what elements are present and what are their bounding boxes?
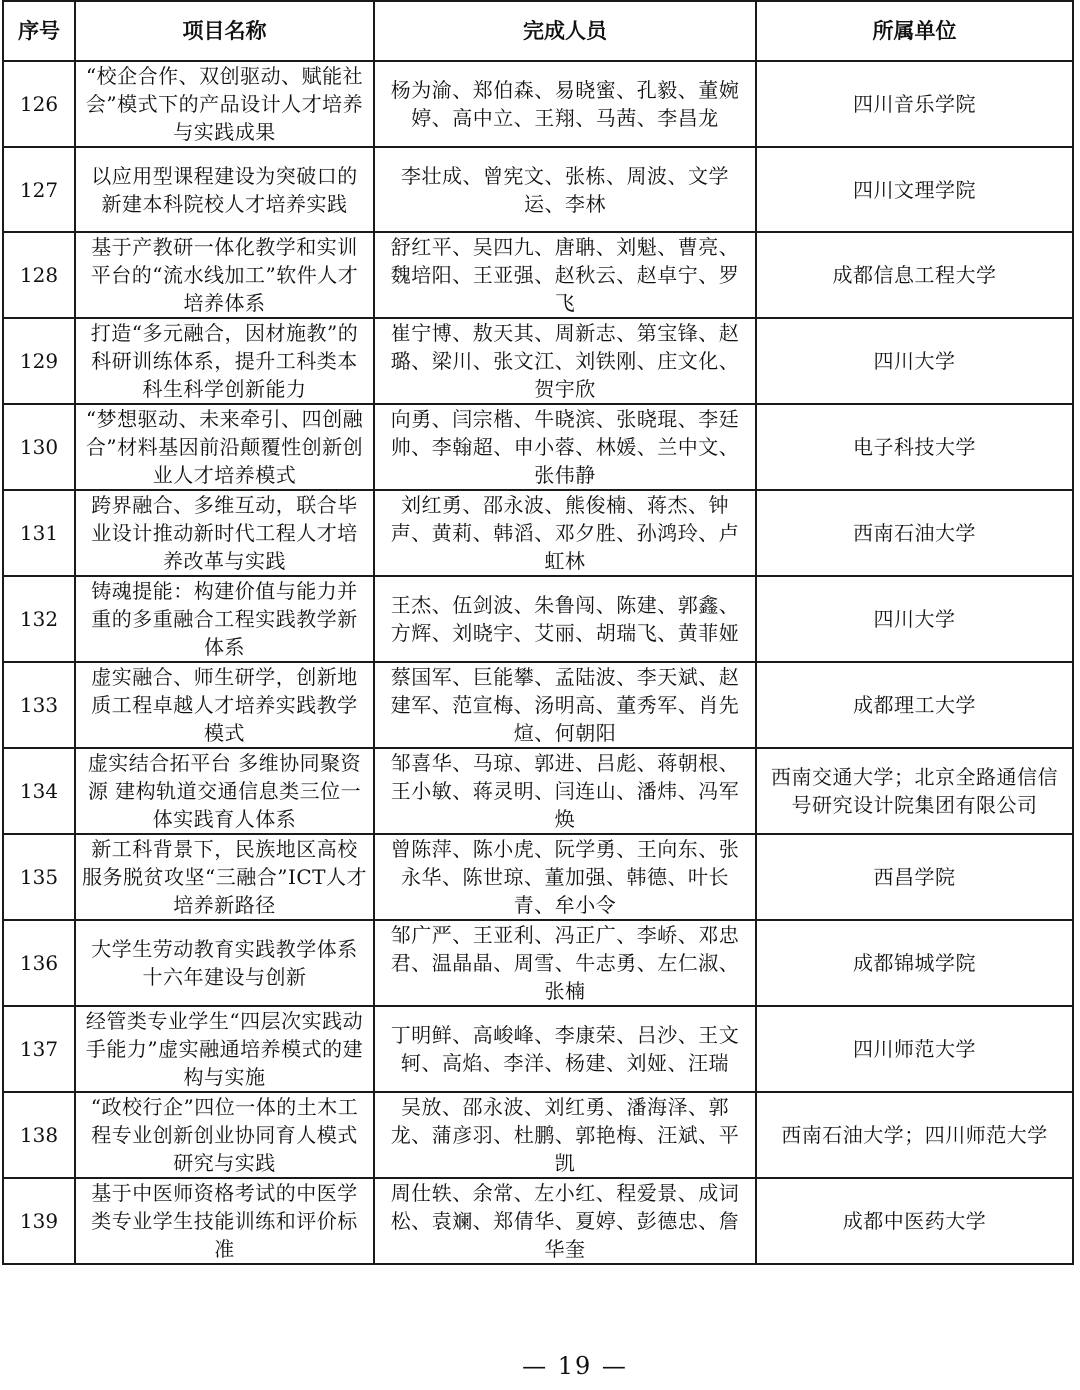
table-row (3, 920, 1073, 1006)
row-number: 130 (3, 404, 75, 490)
project-unit: 四川文理学院 (756, 147, 1073, 232)
project-members: 吴放、邵永波、刘红勇、潘海泽、郭龙、蒲彦羽、杜鹏、郭艳梅、汪斌、平凯 (374, 1092, 756, 1178)
project-unit: 成都理工大学 (756, 662, 1073, 748)
header-project-name: 项目名称 (75, 1, 374, 61)
project-unit: 四川音乐学院 (756, 61, 1073, 147)
project-unit: 成都锦城学院 (756, 920, 1073, 1006)
table-row (3, 318, 1073, 404)
table-row (3, 748, 1073, 834)
project-unit: 电子科技大学 (756, 404, 1073, 490)
project-members: 王杰、伍剑波、朱鲁闯、陈建、郭鑫、方辉、刘晓宇、艾丽、胡瑞飞、黄菲娅 (374, 576, 756, 662)
row-number: 133 (3, 662, 75, 748)
table-row (3, 1092, 1073, 1178)
project-name: 虚实融合、师生研学，创新地质工程卓越人才培养实践教学模式 (75, 662, 374, 748)
project-name: 跨界融合、多维互动，联合毕业设计推动新时代工程人才培养改革与实践 (75, 490, 374, 576)
project-members: 丁明鲜、高峻峰、李康荣、吕沙、王文轲、高焰、李洋、杨建、刘娅、汪瑞 (374, 1006, 756, 1092)
header-unit: 所属单位 (756, 1, 1073, 61)
row-number: 135 (3, 834, 75, 920)
header-number: 序号 (3, 1, 75, 61)
table-row (3, 1178, 1073, 1264)
project-name: 经管类专业学生“四层次实践动手能力”虚实融通培养模式的建构与实施 (75, 1006, 374, 1092)
project-unit: 成都中医药大学 (756, 1178, 1073, 1264)
project-members: 杨为渝、郑伯森、易晓蜜、孔毅、董婉婷、高中立、王翔、马茜、李昌龙 (374, 61, 756, 147)
row-number: 126 (3, 61, 75, 147)
project-unit: 西昌学院 (756, 834, 1073, 920)
project-unit: 四川大学 (756, 318, 1073, 404)
row-number: 131 (3, 490, 75, 576)
row-number: 127 (3, 147, 75, 232)
project-name: 虚实结合拓平台 多维协同聚资源 建构轨道交通信息类三位一体实践育人体系 (75, 748, 374, 834)
row-number: 138 (3, 1092, 75, 1178)
project-name: 基于中医师资格考试的中医学类专业学生技能训练和评价标准 (75, 1178, 374, 1264)
table-row (3, 1006, 1073, 1092)
project-unit: 四川大学 (756, 576, 1073, 662)
table-row (3, 662, 1073, 748)
row-number: 132 (3, 576, 75, 662)
project-name: 打造“多元融合，因材施教”的科研训练体系，提升工科类本科生科学创新能力 (75, 318, 374, 404)
project-unit: 四川师范大学 (756, 1006, 1073, 1092)
table-row (3, 576, 1073, 662)
row-number: 139 (3, 1178, 75, 1264)
row-number: 129 (3, 318, 75, 404)
project-name: “梦想驱动、未来牵引、四创融合”材料基因前沿颠覆性创新创业人才培养模式 (75, 404, 374, 490)
project-name: 新工科背景下，民族地区高校服务脱贫攻坚“三融合”ICT人才培养新路径 (75, 834, 374, 920)
project-name: 基于产教研一体化教学和实训平台的“流水线加工”软件人才培养体系 (75, 232, 374, 318)
project-members: 崔宁博、敖天其、周新志、第宝锋、赵璐、梁川、张文江、刘铁刚、庄文化、贺宇欣 (374, 318, 756, 404)
project-name: 以应用型课程建设为突破口的新建本科院校人才培养实践 (75, 147, 374, 232)
project-name: “政校行企”四位一体的土木工程专业创新创业协同育人模式研究与实践 (75, 1092, 374, 1178)
project-unit: 西南交通大学；北京全路通信信号研究设计院集团有限公司 (756, 748, 1073, 834)
project-unit: 西南石油大学；四川师范大学 (756, 1092, 1073, 1178)
table-row (3, 834, 1073, 920)
project-members: 曾陈萍、陈小虎、阮学勇、王向东、张永华、陈世琼、董加强、韩德、叶长青、牟小令 (374, 834, 756, 920)
project-members: 李壮成、曾宪文、张栋、周波、文学运、李林 (374, 147, 756, 232)
row-number: 137 (3, 1006, 75, 1092)
project-members: 向勇、闫宗楷、牛晓滨、张晓琨、李廷帅、李翰超、申小蓉、林媛、兰中文、张伟静 (374, 404, 756, 490)
project-name: 铸魂提能：构建价值与能力并重的多重融合工程实践教学新体系 (75, 576, 374, 662)
table-header-row (3, 1, 1073, 61)
project-members: 邹喜华、马琼、郭进、吕彪、蒋朝根、王小敏、蒋灵明、闫连山、潘炜、冯军焕 (374, 748, 756, 834)
header-members: 完成人员 (374, 1, 756, 61)
project-name: “校企合作、双创驱动、赋能社会”模式下的产品设计人才培养与实践成果 (75, 61, 374, 147)
project-unit: 西南石油大学 (756, 490, 1073, 576)
page-number: — 19 — (522, 1352, 628, 1380)
project-members: 刘红勇、邵永波、熊俊楠、蒋杰、钟声、黄莉、韩滔、邓夕胜、孙鸿玲、卢虹林 (374, 490, 756, 576)
table-row (3, 404, 1073, 490)
project-unit: 成都信息工程大学 (756, 232, 1073, 318)
row-number: 134 (3, 748, 75, 834)
row-number: 128 (3, 232, 75, 318)
project-members: 邹广严、王亚利、冯正广、李峤、邓忠君、温晶晶、周雪、牛志勇、左仁淑、张楠 (374, 920, 756, 1006)
project-members: 舒红平、吴四九、唐聃、刘魁、曹亮、魏培阳、王亚强、赵秋云、赵卓宁、罗飞 (374, 232, 756, 318)
row-number: 136 (3, 920, 75, 1006)
project-members: 蔡国军、巨能攀、孟陆波、李天斌、赵建军、范宣梅、汤明高、董秀军、肖先煊、何朝阳 (374, 662, 756, 748)
table-row (3, 147, 1073, 232)
project-members: 周仕轶、余常、左小红、程爱景、成词松、袁斓、郑倩华、夏婷、彭德忠、詹华奎 (374, 1178, 756, 1264)
awards-table (2, 0, 1074, 1265)
project-name: 大学生劳动教育实践教学体系十六年建设与创新 (75, 920, 374, 1006)
table-row (3, 490, 1073, 576)
table-row (3, 232, 1073, 318)
table-row (3, 61, 1073, 147)
